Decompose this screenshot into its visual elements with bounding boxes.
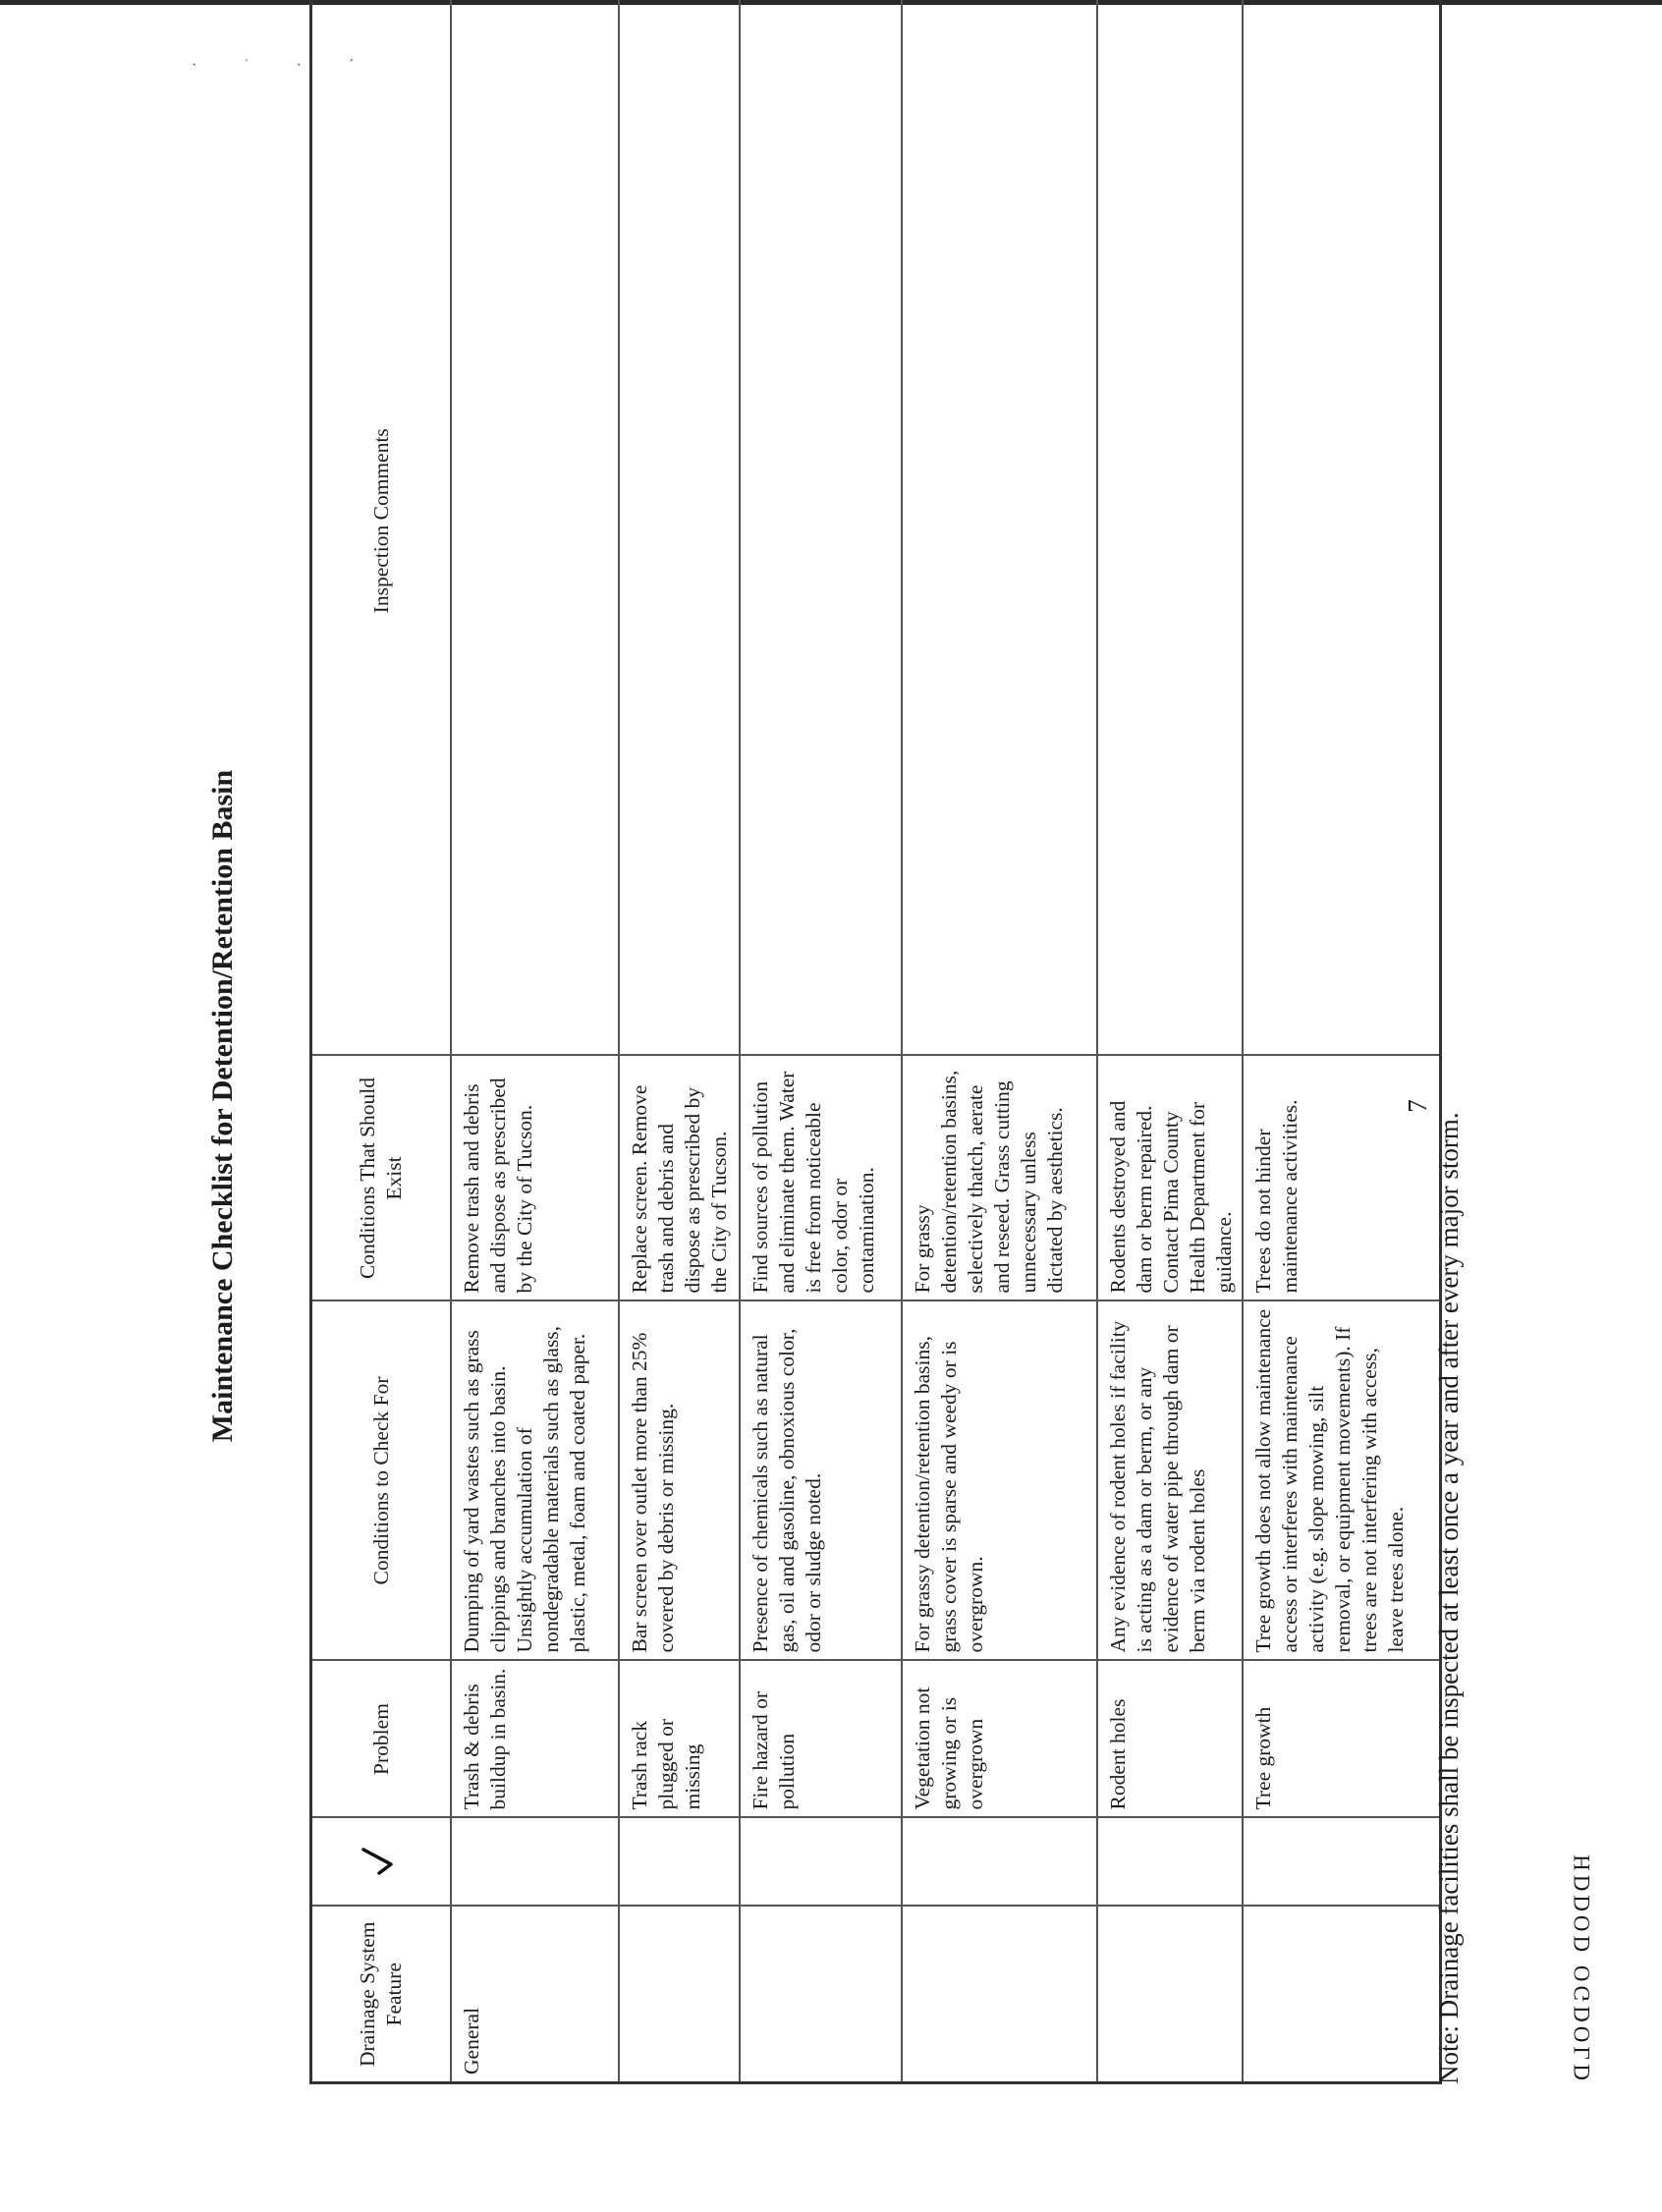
cell-comments[interactable] (619, 0, 740, 1056)
cell-check[interactable] (902, 1818, 1097, 1907)
page-number: 7 (1403, 1099, 1432, 1113)
header-comments: Inspection Comments (311, 0, 452, 1056)
cell-problem: Vegetation not growing or is overgrown (902, 1661, 1097, 1818)
cell-conditions-check: For grassy detention/retention basins, grass cover is sparse and weedy or is overgrown. (902, 1301, 1097, 1661)
cell-conditions-check: Tree growth does not allow maintenance access or interferes with maintenance activity (e.g. slope mowing, silt removal, or equipment movements). If trees are not interfering with access, leave trees alone. (1243, 1301, 1441, 1661)
cell-check[interactable] (619, 1818, 740, 1907)
table-row (619, 0, 740, 2083)
cell-conditions-exist: Remove trash and debris and dispose as prescribed by the City of Tucson. (451, 1056, 619, 1301)
cell-comments[interactable] (740, 0, 902, 1056)
cell-feature (740, 1907, 902, 2083)
cell-conditions-check: Presence of chemicals such as natural gas, oil and gasoline, obnoxious color, odor or sludge noted. (740, 1301, 902, 1661)
check-mark-icon (361, 1848, 395, 1877)
cell-conditions-check: Dumping of yard wastes such as grass clippings and branches into basin. Unsightly accumulation of nondegradable materials such as glass, plastic, metal, foam and coated paper. (451, 1301, 619, 1661)
header-conditions-check: Conditions to Check For (311, 1301, 452, 1661)
cell-check[interactable] (451, 1818, 619, 1907)
cell-feature (1097, 1907, 1243, 2083)
maintenance-checklist-table (309, 0, 1442, 2084)
cell-check[interactable] (1097, 1818, 1243, 1907)
cell-comments[interactable] (1097, 0, 1243, 1056)
cell-conditions-check: Any evidence of rodent holes if facility is acting as a dam or berm, or any evidence of water pipe through dam or berm via rodent holes (1097, 1301, 1243, 1661)
cell-problem: Fire hazard or pollution (740, 1661, 902, 1818)
table-row (451, 0, 619, 2083)
cell-comments[interactable] (902, 0, 1097, 1056)
cell-conditions-exist: Find sources of pollution and eliminate them. Water is free from noticeable color, odor or contamination. (740, 1056, 902, 1301)
cell-problem: Tree growth (1243, 1661, 1441, 1818)
cell-problem: Trash rack plugged or missing (619, 1661, 740, 1818)
table-row (1097, 0, 1243, 2083)
cell-problem: Trash & debris buildup in basin. (451, 1661, 619, 1818)
header-conditions-exist: Conditions That Should Exist (311, 1056, 452, 1301)
cell-comments[interactable] (451, 0, 619, 1056)
bates-stamp: HDDOD OGDOLD (1570, 1854, 1594, 2084)
scan-specks: · ˈ · ˊ (192, 57, 376, 74)
cell-conditions-exist: For grassy detention/retention basins, selectively thatch, aerate and reseed. Grass cutting unnecessary unless dictated by aesthetics. (902, 1056, 1097, 1301)
cell-feature (619, 1907, 740, 2083)
cell-conditions-check: Bar screen over outlet more than 25% covered by debris or missing. (619, 1301, 740, 1661)
page-title: Maintenance Checklist for Detention/Retention Basin (206, 769, 239, 1443)
cell-feature: General (451, 1907, 619, 2083)
cell-feature (902, 1907, 1097, 2083)
header-check (311, 1818, 452, 1907)
cell-conditions-exist: Rodents destroyed and dam or berm repaired. Contact Pima County Health Department for guidance. (1097, 1056, 1243, 1301)
table-row (902, 0, 1097, 2083)
inspection-note: Note: Drainage facilities shall be inspected at least once a year and after every major storm. (1434, 1112, 1464, 2084)
header-problem: Problem (311, 1661, 452, 1818)
cell-problem: Rodent holes (1097, 1661, 1243, 1818)
cell-conditions-exist: Trees do not hinder maintenance activities. (1243, 1056, 1441, 1301)
cell-check[interactable] (740, 1818, 902, 1907)
cell-conditions-exist: Replace screen. Remove trash and debris and dispose as prescribed by the City of Tucson. (619, 1056, 740, 1301)
header-row (311, 0, 452, 2083)
table-row (740, 0, 902, 2083)
header-feature: Drainage System Feature (311, 1907, 452, 2083)
